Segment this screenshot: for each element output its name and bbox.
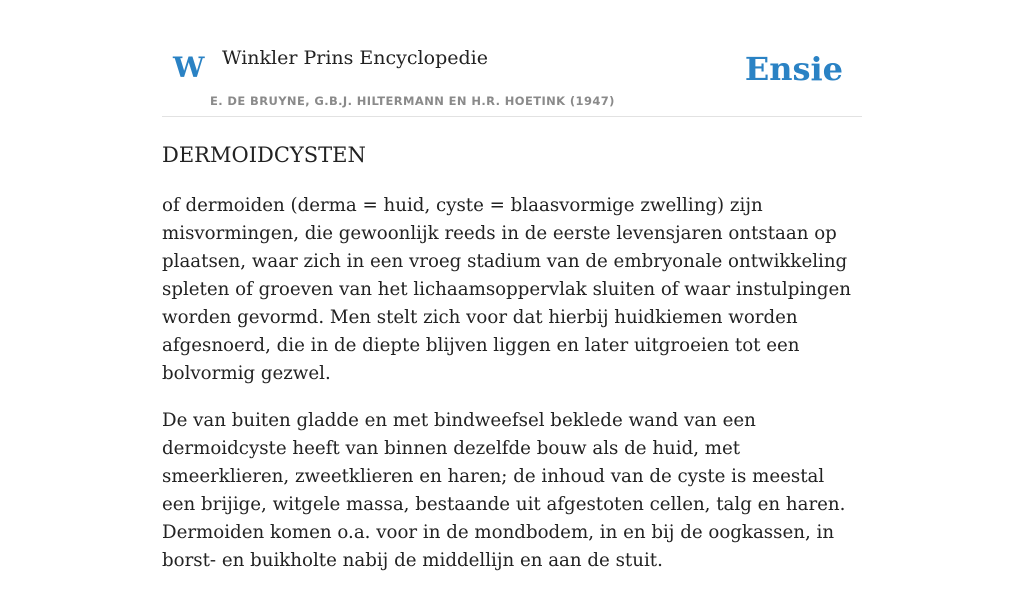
entry-body xyxy=(162,192,862,594)
ensie-logo-link[interactable]: Ensie xyxy=(744,50,843,88)
entry-title: DERMOIDCYSTEN xyxy=(162,143,366,167)
source-title[interactable]: Winkler Prins Encyclopedie xyxy=(222,47,488,69)
source-header xyxy=(162,0,862,117)
source-authors: E. DE BRUYNE, G.B.J. HILTERMANN EN H.R. HOETINK (1947) xyxy=(210,94,615,108)
entry-paragraph: De van buiten gladde en met bindweefsel beklede wand van een dermoidcyste heeft van binnen dezelfde bouw als de huid, met smeerklieren, zweetklieren en haren; de inhoud van de cyste is meestal een brijige, witgele massa, bestaande uit afgestoten cellen, talg en haren. Dermoiden komen o.a. voor in de mondbodem, in en bij de oogkassen, in borst- en buikholte nabij de middellijn en aan de stuit. xyxy=(162,410,846,571)
entry-paragraph: of dermoiden (derma = huid, cyste = blaasvormige zwelling) zijn misvormingen, die gewoonlijk reeds in de eerste levensjaren ontstaan op plaatsen, waar zich in een vroeg stadium van de embryonale ontwikkeling spleten of groeven van het lichaamsoppervlak sluiten of waar instulpingen worden gevormd. Men stelt zich voor dat hierbij huidkiemen worden afgesnoerd, die in de diepte blijven liggen en later uitgroeien tot een bolvormig gezwel. xyxy=(162,195,852,384)
winkler-prins-logo[interactable]: W xyxy=(173,51,205,84)
